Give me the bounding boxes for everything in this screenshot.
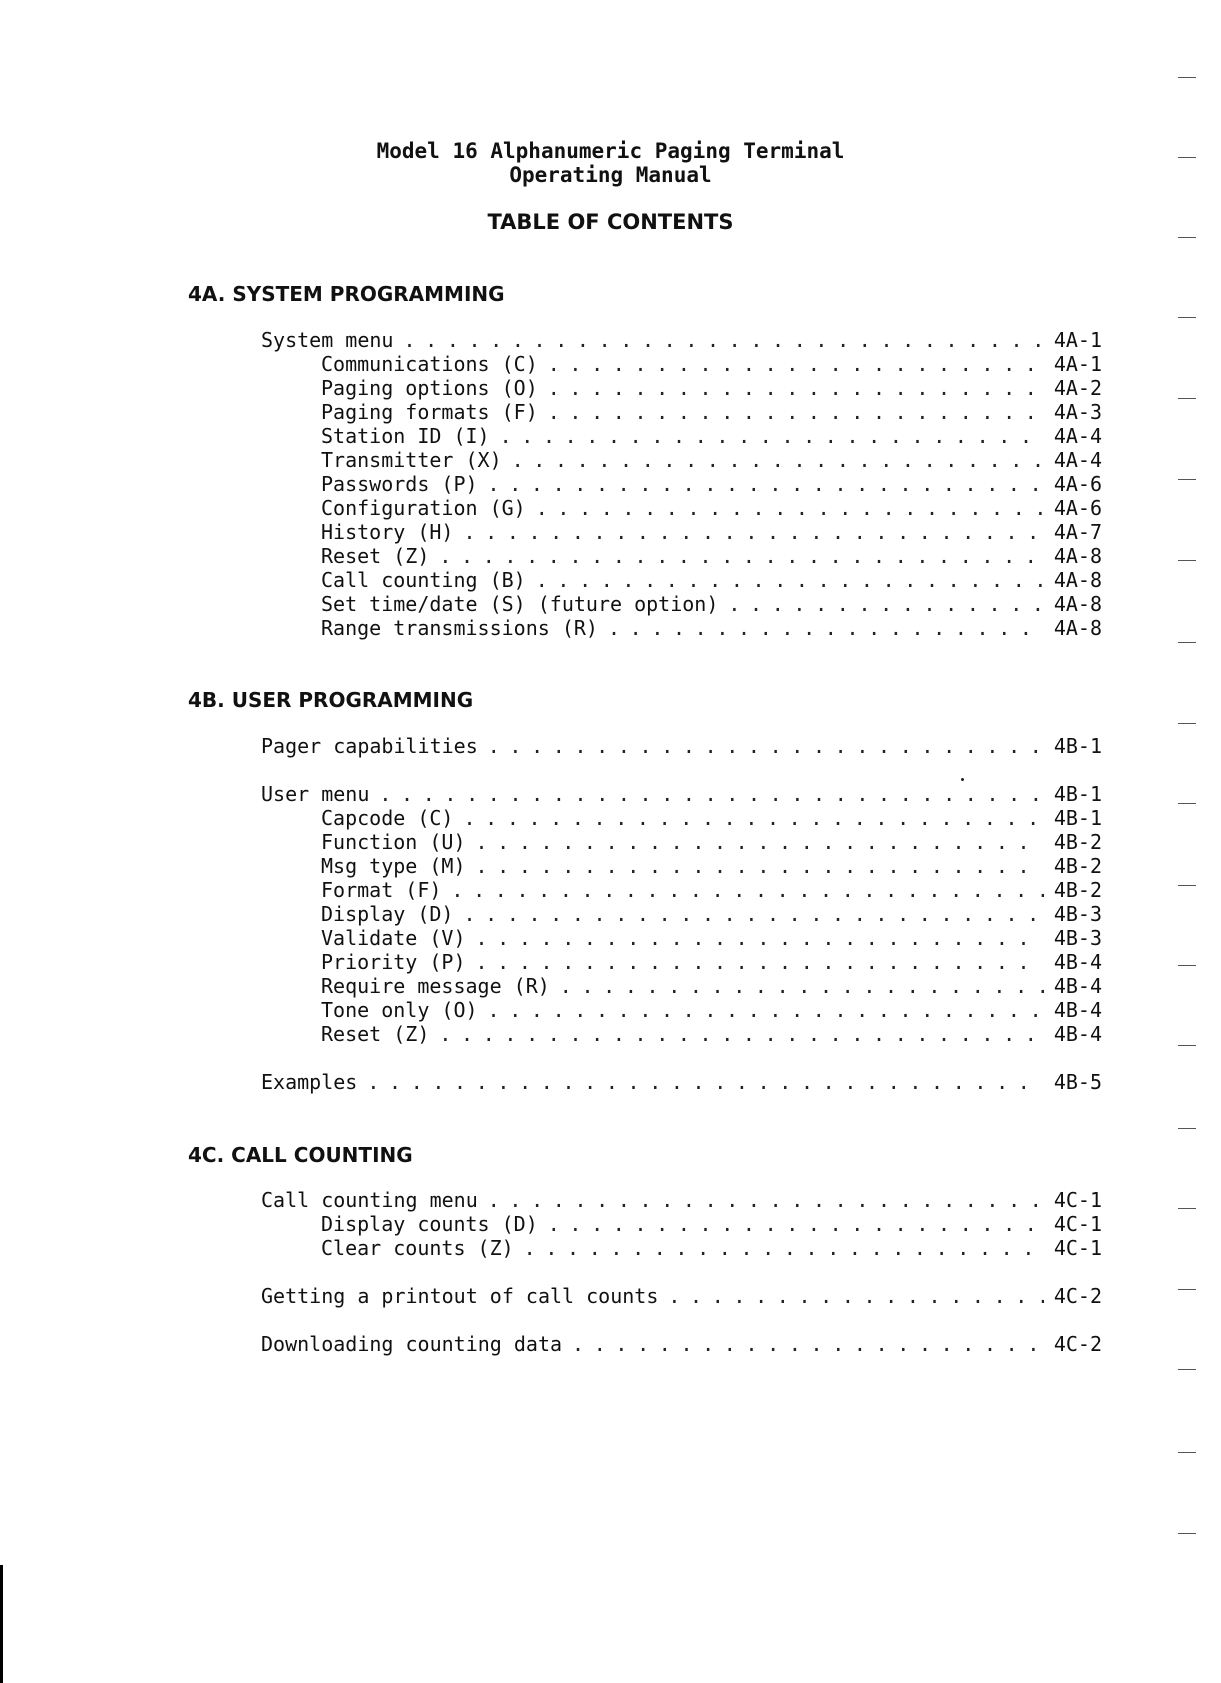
toc-entry	[321, 400, 1102, 424]
toc-entry	[321, 424, 1102, 448]
toc-entry	[261, 1070, 1102, 1094]
toc-page-number: 4A-3	[1053, 400, 1102, 424]
toc-page-number: 4B-2	[1053, 854, 1102, 878]
toc-page-number: 4A-6	[1053, 496, 1102, 520]
toc-page-number: 4B-2	[1053, 830, 1102, 854]
toc-page-number: 4C-2	[1053, 1332, 1102, 1356]
toc-entry-text: Format (F)	[321, 878, 442, 902]
toc-entry-text: Call counting menu	[261, 1188, 478, 1212]
toc-entry	[321, 544, 1102, 568]
toc-entry	[321, 1212, 1102, 1236]
toc-entry	[321, 592, 1102, 616]
toc-page-number: 4B-4	[1053, 974, 1102, 998]
toc-page-number: 4B-1	[1053, 806, 1102, 830]
toc-entry	[321, 974, 1102, 998]
scan-edge-mark	[1178, 77, 1196, 78]
scan-speck	[961, 778, 964, 781]
dot-leader	[728, 592, 1044, 616]
toc-entry	[321, 520, 1102, 544]
toc-page-number: 4C-2	[1053, 1284, 1102, 1308]
toc-page-number: 4B-1	[1053, 782, 1102, 806]
dot-leader	[379, 782, 1044, 806]
dot-leader	[548, 1212, 1044, 1236]
toc-entry-text: Tone only (O)	[321, 998, 478, 1022]
toc-page-number: 4A-8	[1053, 616, 1102, 640]
toc-page-number: 4A-2	[1053, 376, 1102, 400]
toc-entry-text: Configuration (G)	[321, 496, 526, 520]
toc-page-number: 4A-1	[1053, 328, 1102, 352]
toc-entry	[321, 854, 1102, 878]
scan-edge-mark	[1178, 1128, 1196, 1129]
scan-edge-mark	[1178, 1452, 1196, 1453]
dot-leader	[548, 376, 1044, 400]
toc-entry	[321, 830, 1102, 854]
toc-entry-text: Communications (C)	[321, 352, 538, 376]
scan-edge-mark	[1178, 560, 1196, 561]
toc-entry	[261, 1284, 1102, 1308]
dot-leader	[668, 1284, 1044, 1308]
toc-entry-text: System menu	[261, 328, 394, 352]
toc-page-number: 4A-8	[1053, 544, 1102, 568]
toc-page-number: 4A-4	[1053, 424, 1102, 448]
toc-page-number: 4B-4	[1053, 950, 1102, 974]
scan-edge-mark	[1178, 157, 1196, 158]
toc-entry	[321, 902, 1102, 926]
toc-entry	[261, 328, 1102, 352]
toc-entry-text: Range transmissions (R)	[321, 616, 598, 640]
dot-leader	[476, 854, 1045, 878]
toc-entry	[321, 472, 1102, 496]
dot-leader	[476, 950, 1045, 974]
scan-edge-mark	[1178, 642, 1196, 643]
dot-leader	[439, 1022, 1044, 1046]
scan-edge-mark	[1178, 1533, 1196, 1534]
dot-leader	[451, 878, 1044, 902]
dot-leader	[439, 544, 1044, 568]
toc-entry-text: Function (U)	[321, 830, 466, 854]
toc-entry	[321, 448, 1102, 472]
toc-entry-text: Paging options (O)	[321, 376, 538, 400]
toc-entry	[321, 352, 1102, 376]
toc-page-number: 4B-2	[1053, 878, 1102, 902]
toc-entry	[321, 878, 1102, 902]
toc-entry-text: History (H)	[321, 520, 454, 544]
toc-entry-text: Priority (P)	[321, 950, 466, 974]
scan-edge-mark	[1178, 317, 1196, 318]
scan-edge-mark	[1178, 723, 1196, 724]
dot-leader	[608, 616, 1044, 640]
toc-page-number: 4A-8	[1053, 568, 1102, 592]
toc-entry-text: Call counting (B)	[321, 568, 526, 592]
toc-page-number: 4B-3	[1053, 926, 1102, 950]
dot-leader	[488, 1188, 1044, 1212]
document-title: Model 16 Alphanumeric Paging Terminal	[376, 139, 845, 163]
dot-leader	[560, 974, 1044, 998]
section-heading-4b: 4B. USER PROGRAMMING	[188, 688, 474, 712]
toc-page-number: 4B-3	[1053, 902, 1102, 926]
dot-leader	[548, 352, 1044, 376]
dot-leader	[463, 520, 1044, 544]
scan-edge-mark	[1178, 1369, 1196, 1370]
section-heading-4c: 4C. CALL COUNTING	[188, 1143, 413, 1167]
scan-edge-bar	[0, 1565, 3, 1683]
toc-entry-text: Msg type (M)	[321, 854, 466, 878]
scan-edge-mark	[1178, 1045, 1196, 1046]
scan-edge-mark	[1178, 398, 1196, 399]
document-subtitle: Operating Manual	[509, 163, 712, 187]
toc-entry-text: Downloading counting data	[261, 1332, 563, 1356]
toc-page-number: 4B-5	[1053, 1070, 1102, 1094]
dot-leader	[463, 902, 1044, 926]
toc-entry-text: Pager capabilities	[261, 734, 478, 758]
toc-page-number: 4C-1	[1053, 1188, 1102, 1212]
scan-edge-mark	[1178, 237, 1196, 238]
toc-page-number: 4B-1	[1053, 734, 1102, 758]
scan-edge-mark	[1178, 1289, 1196, 1290]
toc-entry-text: Reset (Z)	[321, 544, 430, 568]
toc-entry-text: Station ID (I)	[321, 424, 490, 448]
dot-leader	[476, 926, 1045, 950]
toc-page-number: 4A-7	[1053, 520, 1102, 544]
toc-page-number: 4A-8	[1053, 592, 1102, 616]
toc-page-number: 4A-4	[1053, 448, 1102, 472]
toc-page-number: 4B-4	[1053, 1022, 1102, 1046]
toc-entry-text: Transmitter (X)	[321, 448, 502, 472]
section-heading-4a: 4A. SYSTEM PROGRAMMING	[188, 282, 505, 306]
toc-entry-text: Examples	[261, 1070, 358, 1094]
toc-entry	[321, 998, 1102, 1022]
toc-entry	[321, 568, 1102, 592]
toc-entry-text: Getting a printout of call counts	[261, 1284, 659, 1308]
dot-leader	[476, 830, 1045, 854]
dot-leader	[488, 472, 1044, 496]
toc-entry-text: Display counts (D)	[321, 1212, 538, 1236]
toc-entry-text: Paging formats (F)	[321, 400, 538, 424]
toc-entry	[261, 1188, 1102, 1212]
toc-entry-text: Require message (R)	[321, 974, 550, 998]
toc-page-number: 4C-1	[1053, 1236, 1102, 1260]
toc-page-number: 4B-4	[1053, 998, 1102, 1022]
toc-entry	[321, 376, 1102, 400]
dot-leader	[367, 1070, 1044, 1094]
dot-leader	[524, 1236, 1044, 1260]
toc-entry-text: Validate (V)	[321, 926, 466, 950]
toc-entry	[321, 1236, 1102, 1260]
toc-entry-text: Clear counts (Z)	[321, 1236, 514, 1260]
toc-entry-text: User menu	[261, 782, 370, 806]
toc-entry-text: Capcode (C)	[321, 806, 454, 830]
toc-entry	[261, 734, 1102, 758]
toc-entry-text: Display (D)	[321, 902, 454, 926]
scan-edge-mark	[1178, 965, 1196, 966]
dot-leader	[512, 448, 1044, 472]
dot-leader	[488, 734, 1044, 758]
toc-page-number: 4A-1	[1053, 352, 1102, 376]
dot-leader	[548, 400, 1044, 424]
scan-edge-mark	[1178, 885, 1196, 886]
scan-edge-mark	[1178, 1208, 1196, 1209]
toc-entry	[261, 1332, 1102, 1356]
toc-entry-text: Reset (Z)	[321, 1022, 430, 1046]
dot-leader	[572, 1332, 1044, 1356]
toc-heading: TABLE OF CONTENTS	[487, 210, 734, 234]
toc-entry	[321, 806, 1102, 830]
toc-entry	[261, 782, 1102, 806]
dot-leader	[403, 328, 1044, 352]
toc-entry	[321, 496, 1102, 520]
toc-page-number: 4C-1	[1053, 1212, 1102, 1236]
toc-entry	[321, 950, 1102, 974]
dot-leader	[488, 998, 1044, 1022]
toc-page-number: 4A-6	[1053, 472, 1102, 496]
scan-edge-mark	[1178, 803, 1196, 804]
scan-edge-mark	[1178, 479, 1196, 480]
dot-leader	[463, 806, 1044, 830]
dot-leader	[536, 496, 1044, 520]
toc-entry-text: Set time/date (S) (future option)	[321, 592, 719, 616]
dot-leader	[500, 424, 1044, 448]
toc-entry	[321, 926, 1102, 950]
toc-entry	[321, 1022, 1102, 1046]
toc-entry	[321, 616, 1102, 640]
dot-leader	[536, 568, 1044, 592]
toc-entry-text: Passwords (P)	[321, 472, 478, 496]
